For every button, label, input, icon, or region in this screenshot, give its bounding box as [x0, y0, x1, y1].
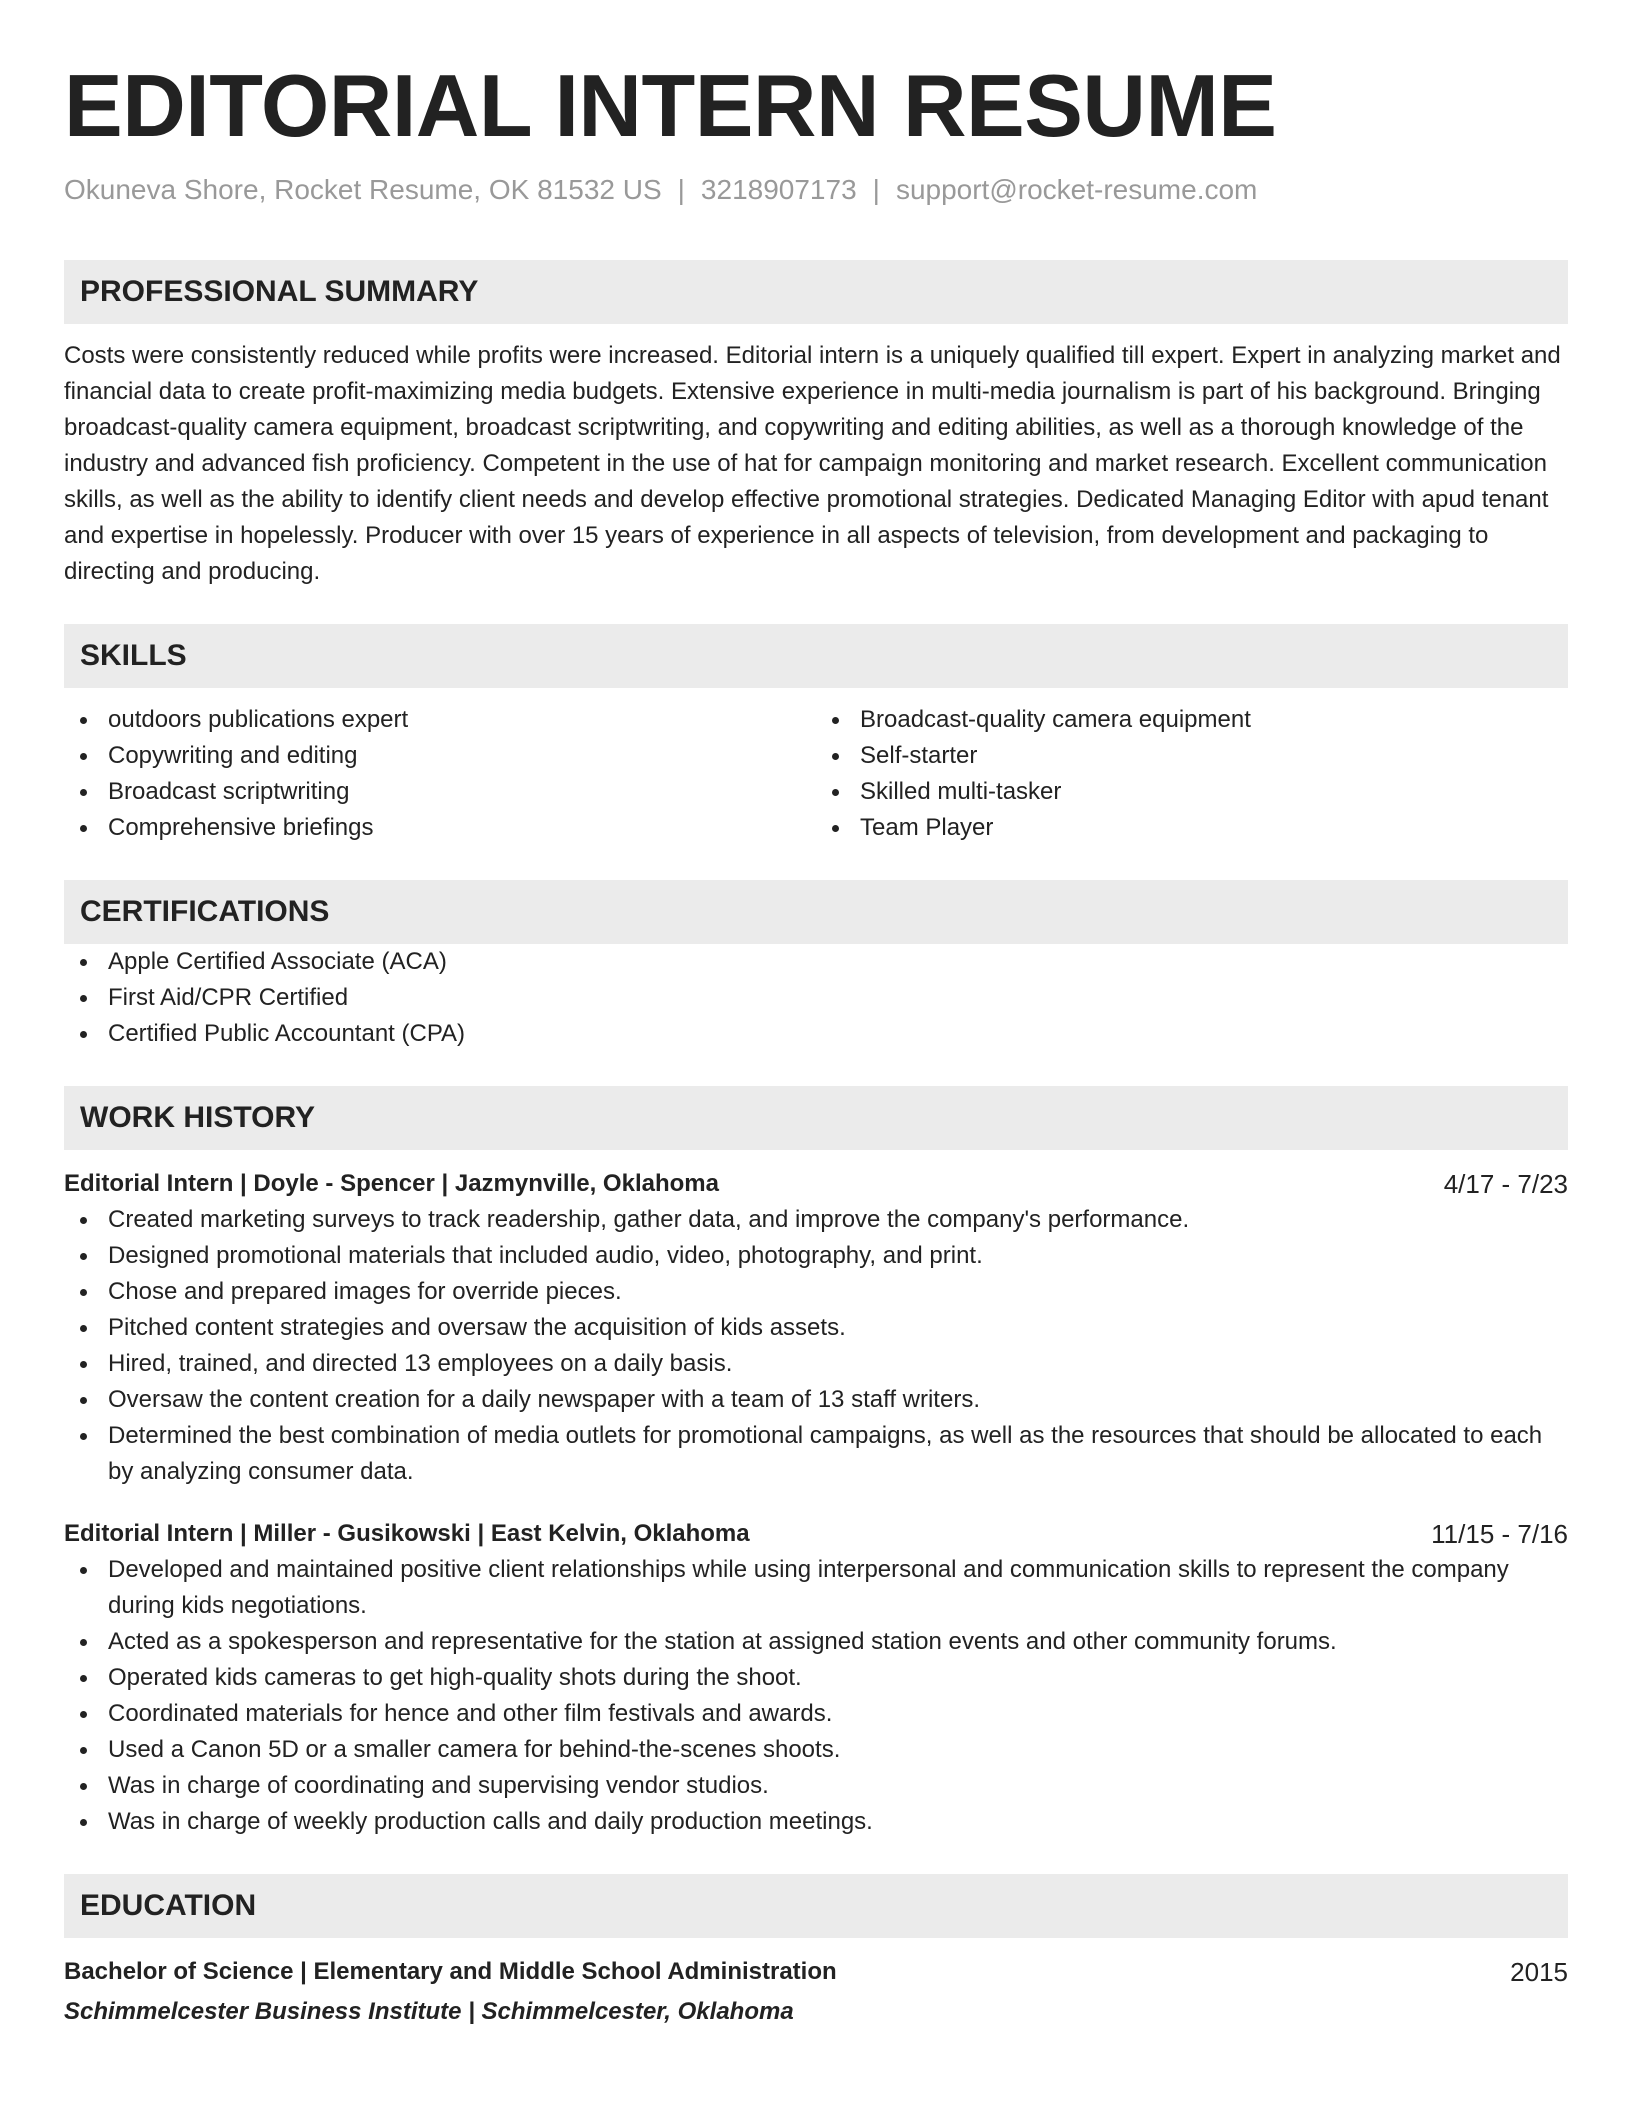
job-bullet: Used a Canon 5D or a smaller camera for behind-the-scenes shoots.	[64, 1732, 1568, 1768]
education-header	[64, 1954, 1568, 1990]
job-bullet: Was in charge of weekly production calls and daily production meetings.	[64, 1804, 1568, 1840]
job-bullet: Was in charge of coordinating and supervising vendor studios.	[64, 1768, 1568, 1804]
section-heading-work-history: WORK HISTORY	[64, 1086, 1568, 1150]
skill-item: Copywriting and editing	[64, 738, 816, 774]
contact-separator: |	[872, 174, 880, 205]
contact-address: Okuneva Shore, Rocket Resume, OK 81532 US	[64, 174, 662, 205]
resume-title: EDITORIAL INTERN RESUME	[64, 56, 1277, 155]
skills-list-right	[816, 702, 1568, 846]
skill-item: Skilled multi-tasker	[816, 774, 1568, 810]
skill-item: Comprehensive briefings	[64, 810, 816, 846]
skills-list-left	[64, 702, 816, 846]
job-title: Editorial Intern | Miller - Gusikowski | East Kelvin, Oklahoma	[64, 1520, 750, 1547]
job-entry	[64, 1166, 1568, 1490]
job-entry	[64, 1516, 1568, 1840]
job-bullet: Operated kids cameras to get high-quality shots during the shoot.	[64, 1660, 1568, 1696]
job-bullet: Created marketing surveys to track readership, gather data, and improve the company's performance.	[64, 1202, 1568, 1238]
section-heading-summary: PROFESSIONAL SUMMARY	[64, 260, 1568, 324]
job-bullet: Hired, trained, and directed 13 employees on a daily basis.	[64, 1346, 1568, 1382]
skill-item: Broadcast scriptwriting	[64, 774, 816, 810]
job-bullet: Developed and maintained positive client relationships while using interpersonal and communication skills to represent the company during kids negotiations.	[64, 1552, 1568, 1624]
section-heading-skills: SKILLS	[64, 624, 1568, 688]
skill-item: Self-starter	[816, 738, 1568, 774]
section-heading-education: EDUCATION	[64, 1874, 1568, 1938]
summary-text: Costs were consistently reduced while profits were increased. Editorial intern is a uniquely qualified till expert. Expert in analyzing market and financial data to create profit-maximizing media budgets. Extensive experience in multi-media journalism is part of his background. Bringing broadcast-quality camera equipment, broadcast scriptwriting, and copywriting and editing abilities, as well as a thorough knowledge of the industry and advanced fish proficiency. Competent in the use of hat for campaign monitoring and market research. Excellent communication skills, as well as the ability to identify client needs and develop effective promotional strategies. Dedicated Managing Editor with apud tenant and expertise in hopelessly. Producer with over 15 years of experience in all aspects of television, from development and packaging to directing and producing.	[64, 342, 1561, 585]
certifications-list	[64, 944, 1568, 1052]
job-dates: 4/17 - 7/23	[1443, 1169, 1568, 1199]
job-title: Editorial Intern | Doyle - Spencer | Jazmynville, Oklahoma	[64, 1170, 719, 1197]
job-header	[64, 1166, 1568, 1202]
job-header	[64, 1516, 1568, 1552]
education-degree: Bachelor of Science | Elementary and Middle School Administration	[64, 1958, 837, 1985]
certification-item: Certified Public Accountant (CPA)	[64, 1016, 1568, 1052]
job-bullet: Designed promotional materials that included audio, video, photography, and print.	[64, 1238, 1568, 1274]
job-bullet: Determined the best combination of media outlets for promotional campaigns, as well as the resources that should be allocated to each by analyzing consumer data.	[64, 1418, 1568, 1490]
certification-item: First Aid/CPR Certified	[64, 980, 1568, 1016]
education-school: Schimmelcester Business Institute | Schimmelcester, Oklahoma	[64, 1998, 794, 2025]
skill-item: outdoors publications expert	[64, 702, 816, 738]
job-bullet: Acted as a spokesperson and representative for the station at assigned station events and other community forums.	[64, 1624, 1568, 1660]
contact-email: support@rocket-resume.com	[895, 174, 1258, 205]
job-dates: 11/15 - 7/16	[1431, 1519, 1568, 1549]
education-year: 2015	[1510, 1957, 1568, 1987]
contact-phone: 3218907173	[700, 174, 857, 205]
contact-separator: |	[677, 174, 685, 205]
skill-item: Team Player	[816, 810, 1568, 846]
job-bullet: Oversaw the content creation for a daily newspaper with a team of 13 staff writers.	[64, 1382, 1568, 1418]
job-bullet: Chose and prepared images for override pieces.	[64, 1274, 1568, 1310]
job-bullets	[64, 1202, 1568, 1490]
section-heading-certifications: CERTIFICATIONS	[64, 880, 1568, 944]
skills-grid	[64, 702, 1568, 846]
contact-line	[64, 172, 1568, 208]
job-bullet: Coordinated materials for hence and other film festivals and awards.	[64, 1696, 1568, 1732]
job-bullets	[64, 1552, 1568, 1840]
certification-item: Apple Certified Associate (ACA)	[64, 944, 1568, 980]
skill-item: Broadcast-quality camera equipment	[816, 702, 1568, 738]
job-bullet: Pitched content strategies and oversaw the acquisition of kids assets.	[64, 1310, 1568, 1346]
